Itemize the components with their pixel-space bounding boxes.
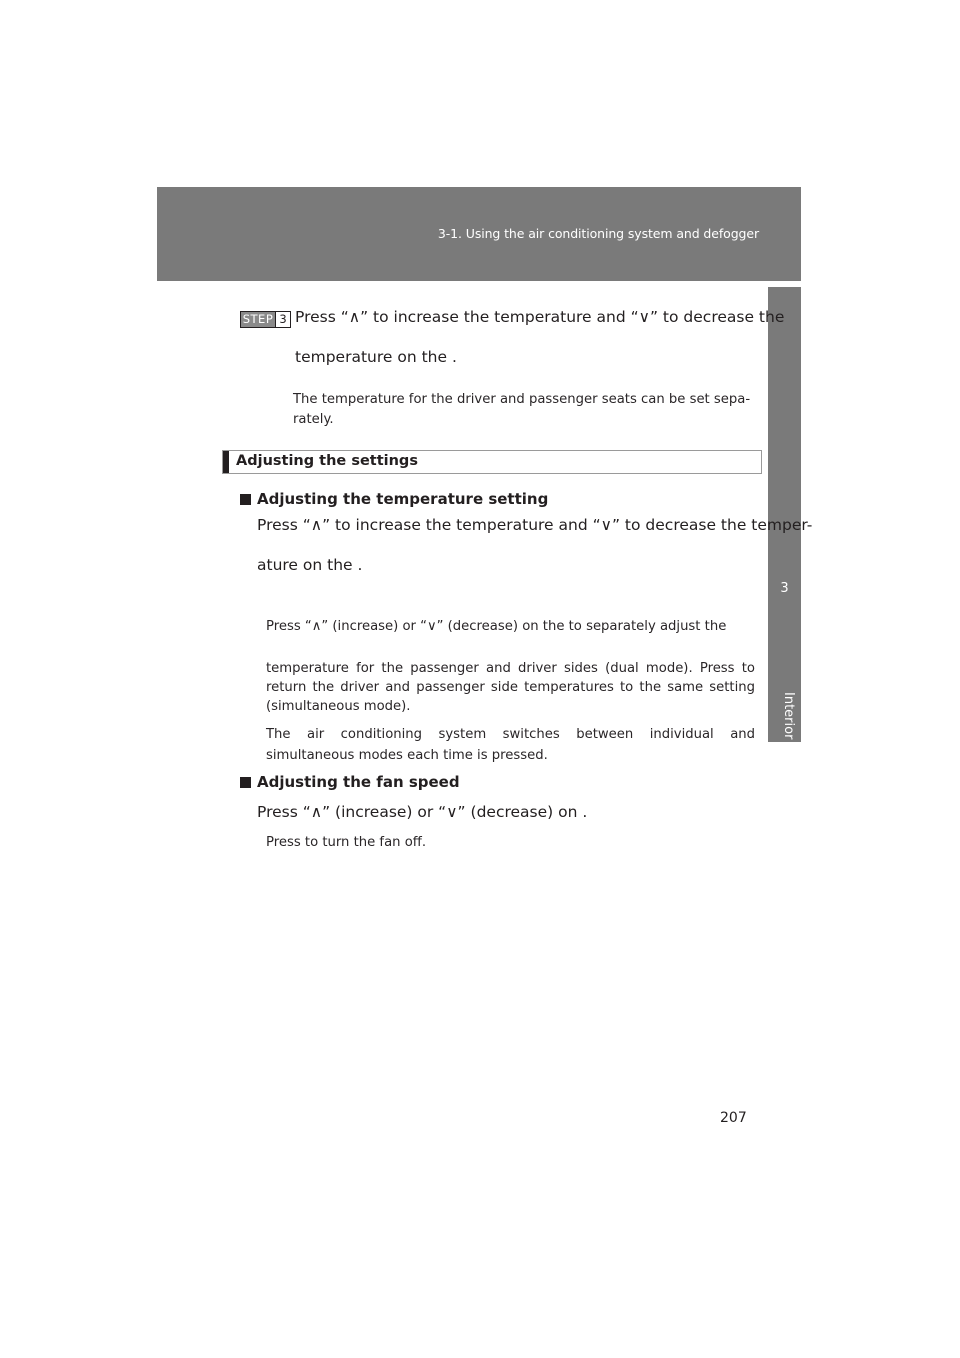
section-title: Adjusting the settings <box>236 453 418 469</box>
fan-heading-text: Adjusting the fan speed <box>257 773 460 791</box>
temperature-note1-rest: temperature for the passenger and driver sides (dual mode). Press to return the driver and passenger side temperatures to the same setting (simultaneous mode). <box>266 661 755 714</box>
temperature-heading-text: Adjusting the temperature setting <box>257 490 549 508</box>
fan-heading <box>240 773 460 791</box>
step-note-line1: The temperature for the driver and passenger seats can be set sepa- <box>293 392 751 407</box>
fan-note: Press to turn the fan off. <box>266 835 427 850</box>
chapter-number: 3 <box>780 581 789 596</box>
square-bullet-icon <box>240 777 251 788</box>
step-note-line2: rately. <box>293 412 334 427</box>
temperature-note2: The air conditioning system switches between individual and simultaneous modes each time is pressed. <box>266 727 755 763</box>
step-badge-word: STEP <box>242 312 274 326</box>
chapter-header-bar <box>157 187 801 281</box>
fan-instruction: Press “∧” (increase) or “∨” (decrease) on . <box>257 803 588 821</box>
chapter-title: 3-1. Using the air conditioning system and defogger <box>437 226 759 241</box>
temperature-note1-line1: Press “∧” (increase) or “∨” (decrease) on the to separately adjust the <box>266 619 727 634</box>
chapter-label: Interior features <box>781 692 796 798</box>
temperature-heading <box>240 490 548 508</box>
section-header <box>222 450 762 474</box>
temperature-instruction-line1: Press “∧” to increase the temperature and “∨” to decrease the temper- <box>257 516 813 534</box>
section-marker <box>223 451 229 473</box>
square-bullet-icon <box>240 494 251 505</box>
page-number: 207 <box>720 1110 747 1126</box>
step-instruction-line1: Press “∧” to increase the temperature and “∨” to decrease the <box>295 308 785 326</box>
temperature-instruction-line2: ature on the . <box>257 556 363 574</box>
step-instruction-line2: temperature on the . <box>295 348 457 366</box>
step-badge-number: 3 <box>275 312 290 327</box>
chapter-side-tab <box>768 287 801 798</box>
step-badge <box>240 311 291 328</box>
